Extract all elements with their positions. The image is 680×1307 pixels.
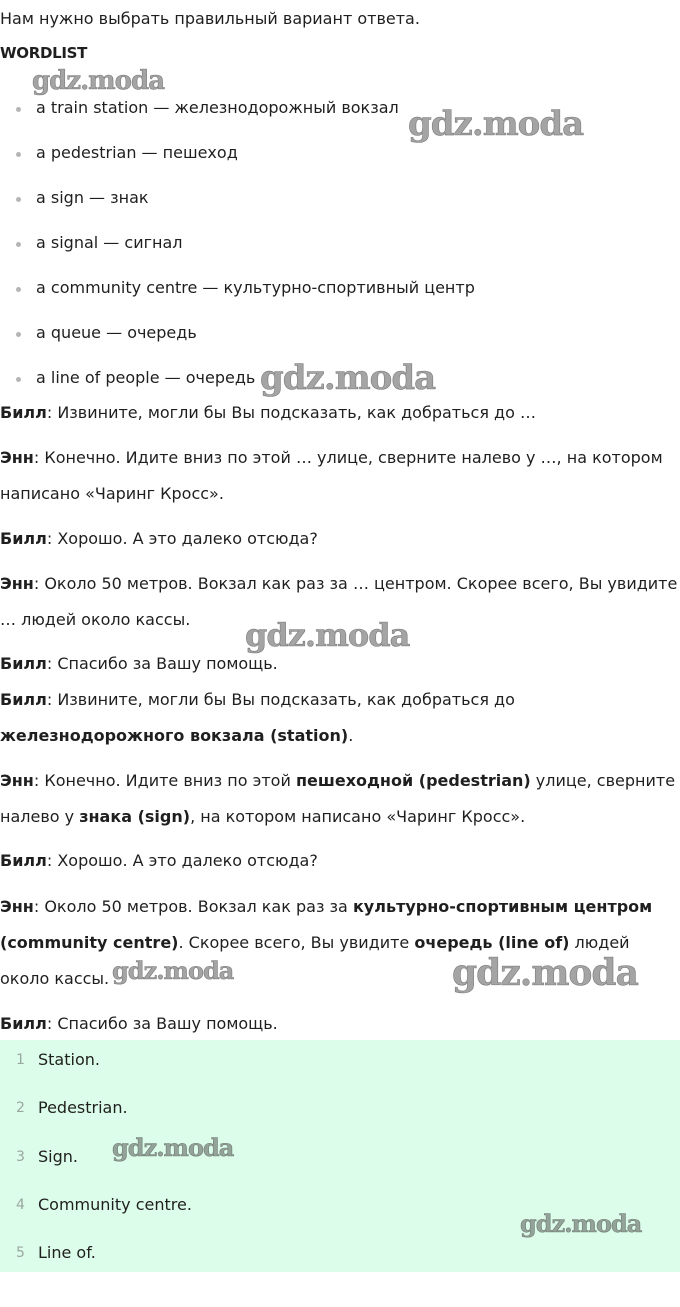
wordlist-title: WORDLIST xyxy=(0,44,88,62)
answer-text: Community centre. xyxy=(38,1195,192,1214)
watermark-logo: gdz.moda xyxy=(452,952,638,994)
watermark-logo: gdz.moda xyxy=(260,358,436,398)
line-text: : Конечно. Идите вниз по этой xyxy=(33,771,296,790)
dialog-line xyxy=(0,395,680,431)
answer-highlight: очередь (line of) xyxy=(414,933,570,952)
answer-number: 4 xyxy=(16,1197,25,1213)
answer-highlight: знака (sign) xyxy=(79,807,191,826)
speaker: Билл xyxy=(0,654,47,673)
line-text: : Хорошо. А это далеко отсюда? xyxy=(46,529,318,548)
watermark-logo: gdz.moda xyxy=(32,66,165,96)
intro-text: Нам нужно выбрать правильный вариант ответа. xyxy=(0,9,420,28)
answer-number: 2 xyxy=(16,1100,25,1116)
answer-text: Line of. xyxy=(38,1243,96,1262)
line-text: : Около 50 метров. Вокзал как раз за … центром. Скорее всего, Вы увидите … людей около кассы. xyxy=(0,574,678,629)
speaker: Энн xyxy=(0,771,34,790)
dialog-line xyxy=(0,521,680,557)
watermark-logo: gdz.moda xyxy=(112,1133,234,1162)
speaker: Энн xyxy=(0,574,34,593)
speaker: Билл xyxy=(0,851,47,870)
wordlist-item: a queue — очередь xyxy=(0,319,475,364)
line-text: : Спасибо за Вашу помощь. xyxy=(46,654,278,673)
speaker: Билл xyxy=(0,690,47,709)
watermark-logo: gdz.moda xyxy=(408,104,584,144)
line-text: людей около кассы. xyxy=(0,933,630,988)
line-text: : Спасибо за Вашу помощь. xyxy=(46,1014,278,1033)
watermark-logo: gdz.moda xyxy=(245,616,410,654)
answer-text: Sign. xyxy=(38,1147,78,1166)
answer-number: 3 xyxy=(16,1149,25,1165)
answer-highlight: культурно-спортивным центром (community centre) xyxy=(0,897,653,952)
answer-highlight: пешеходной (pedestrian) xyxy=(295,771,531,790)
wordlist-item: a community centre — культурно-спортивный центр xyxy=(0,274,475,319)
wordlist-item: a sign — знак xyxy=(0,184,475,229)
speaker: Билл xyxy=(0,403,47,422)
watermark-logo: gdz.moda xyxy=(520,1209,642,1238)
line-text: : Хорошо. А это далеко отсюда? xyxy=(46,851,318,870)
line-text: . xyxy=(348,726,354,745)
line-text: улице, сверните налево у xyxy=(0,771,676,826)
speaker: Энн xyxy=(0,897,34,916)
dialog-line xyxy=(0,682,680,754)
dialog-line xyxy=(0,1006,680,1042)
answer-highlight: железнодорожного вокзала (station) xyxy=(0,726,349,745)
line-text: . Скорее всего, Вы увидите xyxy=(178,933,415,952)
line-text: , на котором написано «Чаринг Кросс». xyxy=(190,807,526,826)
line-text: : Конечно. Идите вниз по этой … улице, сверните налево у …, на котором написано «Чаринг Кросс». xyxy=(0,448,663,503)
dialog-line xyxy=(0,440,680,512)
line-text: : Извините, могли бы Вы подсказать, как добраться до … xyxy=(46,403,536,422)
line-text: : Около 50 метров. Вокзал как раз за xyxy=(33,897,353,916)
wordlist-item: a signal — сигнал xyxy=(0,229,475,274)
speaker: Энн xyxy=(0,448,34,467)
answer-text: Pedestrian. xyxy=(38,1098,128,1117)
wordlist-item: a pedestrian — пешеход xyxy=(0,139,475,184)
answer-number: 1 xyxy=(16,1052,25,1068)
wordlist-item: a line of people — очередь xyxy=(0,364,475,409)
dialog-line xyxy=(0,843,680,879)
speaker: Билл xyxy=(0,1014,47,1033)
answer-number: 5 xyxy=(16,1245,25,1261)
speaker: Билл xyxy=(0,529,47,548)
wordlist-item: a train station — железнодорожный вокзал xyxy=(0,94,475,139)
watermark-logo: gdz.moda xyxy=(112,956,234,985)
dialog-line xyxy=(0,763,680,835)
answer-text: Station. xyxy=(38,1050,100,1069)
line-text: : Извините, могли бы Вы подсказать, как добраться до xyxy=(46,690,515,709)
